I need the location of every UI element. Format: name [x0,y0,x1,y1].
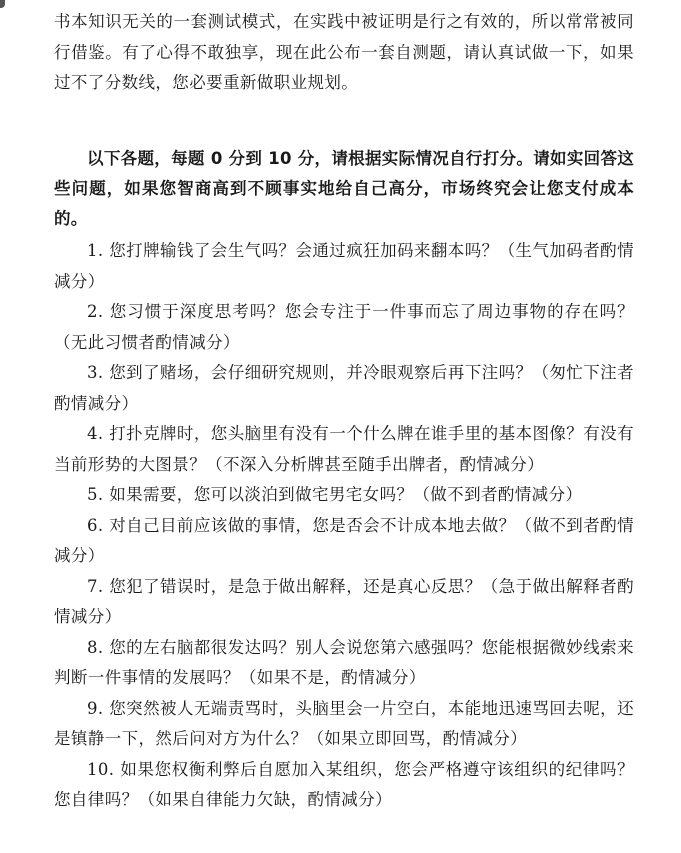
question-item: 4. 打扑克牌时，您头脑里有没有一个什么牌在谁手里的基本图像？有没有当前形势的大图景？（不深入分析牌甚至随手出牌者，酌情减分） [54,424,634,474]
question-item: 3. 您到了赌场，会仔细研究规则，并冷眼观察后再下注吗？（匆忙下注者酌情减分） [54,363,634,413]
question-item: 1. 您打牌输钱了会生气吗？会通过疯狂加码来翻本吗？（生气加码者酌情减分） [54,241,634,291]
question-item: 2. 您习惯于深度思考吗？您会专注于一件事而忘了周边事物的存在吗？（无此习惯者酌情减分） [54,302,634,352]
question-item: 6. 对自己目前应该做的事情，您是否会不计成本地去做？（做不到者酌情减分） [54,515,634,565]
question-item: 10. 如果您权衡利弊后自愿加入某组织，您会严格遵守该组织的纪律吗？您自律吗？（如果自律能力欠缺，酌情减分） [54,759,634,809]
question-list [54,236,634,816]
question-item: 5. 如果需要，您可以淡泊到做宅男宅女吗？（做不到者酌情减分） [87,485,583,504]
question-item: 7. 您犯了错误时，是急于做出解释，还是真心反思？（急于做出解释者酌情减分） [54,576,634,626]
instruction-paragraph: 以下各题，每题 0 分到 10 分，请根据实际情况自行打分。请如实回答这些问题，如果您智商高到不顾事实地给自己高分，市场终究会让您支付成本的。 [54,149,634,228]
intro-paragraph: 书本知识无关的一套测试模式，在实践中被证明是行之有效的，所以常常被同行借鉴。有了心得不敢独享，现在此公布一套自测题，请认真试做一下，如果过不了分数线，您必要重新做职业规划。 [54,12,634,92]
question-item: 8. 您的左右脑都很发达吗？别人会说您第六感强吗？您能根据微妙线索来判断一件事情的发展吗？（如果不是，酌情减分） [54,637,634,687]
scan-edge-mark [0,0,5,8]
question-item: 9. 您突然被人无端责骂时，头脑里会一片空白，本能地迅速骂回去呢，还是镇静一下，然后问对方为什么？（如果立即回骂，酌情减分） [54,698,634,748]
